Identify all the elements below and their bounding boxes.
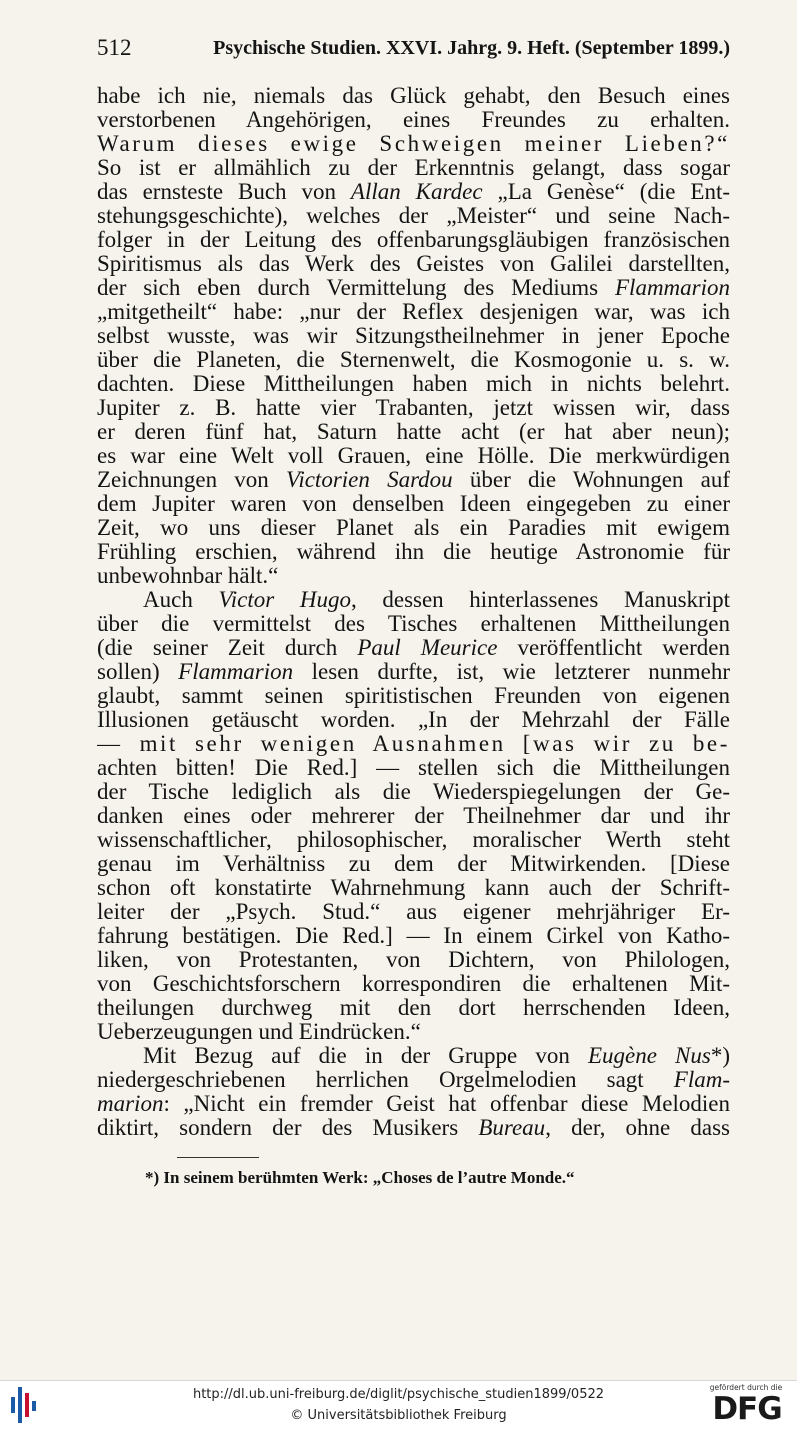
text-line: wissenschaftlicher, philosophischer, moralischer Werth steht [97,828,730,852]
text-line: achten bitten! Die Red.] — stellen sich die Mittheilungen [97,756,730,780]
text-line: Illusionen getäuscht worden. „In der Mehrzahl der Fälle [97,708,730,732]
dfg-logo: DFG [712,1391,782,1427]
text-line: niedergeschriebenen herrlichen Orgelmelodien sagt Flam- [97,1068,730,1092]
italic-name: Victor Hugo [218,588,351,612]
text-line: Jupiter z. B. hatte vier Trabanten, jetzt wissen wir, dass [97,396,730,420]
text-line: Zeit, wo uns dieser Planet als ein Paradies mit ewigem [97,516,730,540]
text-line: stehungsgeschichte), welches der „Meister“ und seine Nach- [97,204,730,228]
text-line: habe ich nie, niemals das Glück gehabt, den Besuch eines [97,84,730,108]
running-title: Psychische Studien. XXVI. Jahrg. 9. Heft. (September 1899.) [213,37,730,59]
text-line: genau im Verhältniss zu dem der Mitwirkenden. [Diese [97,852,730,876]
footnote: *) In seinem berühmten Werk: „Choses de l’autre Monde.“ [145,1168,575,1187]
text-line: dachten. Diese Mittheilungen haben mich in nichts belehrt. [97,372,730,396]
italic-name: Flam- [673,1068,730,1092]
italic-name: marion [97,1092,164,1116]
text-line: „mitgetheilt“ habe: „nur der Reflex desjenigen war, was ich [97,300,730,324]
text-line: über die Planeten, die Sternenwelt, die Kosmogonie u. s. w. [97,348,730,372]
text-line: fahrung bestätigen. Die Red.] — In einem Cirkel von Katho- [97,924,730,948]
footnote-rule [177,1157,259,1158]
text-line: — mit sehr wenigen Ausnahmen [was wir zu be- [97,732,730,756]
copyright-notice: © Universitätsbibliothek Freiburg [290,1408,507,1423]
text-line: Mit Bezug auf die in der Gruppe von Eugène Nus*) [143,1044,730,1068]
text-line: Zeichnungen von Victorien Sardou über die Wohnungen auf [97,468,730,492]
text-line: es war eine Welt voll Grauen, eine Hölle. Die merkwürdigen [97,444,730,468]
text-line: über die vermittelst des Tisches erhaltenen Mittheilungen [97,612,730,636]
italic-name: Paul Meurice [357,636,498,660]
text-line: selbst wusste, was wir Sitzungstheilnehmer in jener Epoche [97,324,730,348]
italic-name: Victorien Sardou [285,468,453,492]
text-line: glaubt, sammt seinen spiritistischen Freunden von eigenen [97,684,730,708]
text-line: Spiritismus als das Werk des Geistes von Galilei darstellten, [97,252,730,276]
text-line: marion: „Nicht ein fremder Geist hat offenbar diese Melodien [97,1092,730,1116]
italic-name: Flammarion [178,660,294,684]
permalink-link[interactable]: http://dl.ub.uni-freiburg.de/diglit/psychische_studien1899/0522 [192,1387,605,1402]
page-number: 512 [97,35,132,60]
text-line: der sich eben durch Vermittelung des Mediums Flammarion [97,276,730,300]
sponsor-caption: gefördert durch die [709,1383,783,1392]
text-line: theilungen durchweg mit den dort herrschenden Ideen, [97,996,730,1020]
text-line: der Tische lediglich als die Wiederspiegelungen der Ge- [97,780,730,804]
text-line: das ernsteste Buch von Allan Kardec „La Genèse“ (die Ent- [97,180,730,204]
text-line: danken eines oder mehrerer der Theilnehmer dar und ihr [97,804,730,828]
text-line: dem Jupiter waren von denselben Ideen eingegeben zu einer [97,492,730,516]
text-line: Ueberzeugungen und Eindrücken.“ [97,1020,421,1044]
text-line: liken, von Protestanten, von Dichtern, von Philologen, [97,948,730,972]
university-library-logo-icon [8,1383,44,1427]
text-line: verstorbenen Angehörigen, eines Freundes zu erhalten. [97,108,730,132]
text-line: Warum dieses ewige Schweigen meiner Lieben?“ [97,132,730,156]
text-line: Frühling erschien, während ihn die heutige Astronomie für [97,540,730,564]
text-line: sollen) Flammarion lesen durfte, ist, wie letzterer nunmehr [97,660,730,684]
text-line: So ist er allmählich zu der Erkenntnis gelangt, dass sogar [97,156,730,180]
italic-name: Bureau [478,1116,546,1140]
text-line: (die seiner Zeit durch Paul Meurice veröffentlicht werden [97,636,730,660]
italic-name: Allan Kardec [350,180,483,204]
body-text [97,84,730,1140]
text-line: er deren fünf hat, Saturn hatte acht (er hat aber neun); [97,420,730,444]
italic-name: Flammarion [615,276,730,300]
text-line: folger in der Leitung des offenbarungsgläubigen französischen [97,228,730,252]
text-line: unbewohnbar hält.“ [97,564,279,588]
italic-name: Eugène Nus [587,1044,711,1068]
text-line: schon oft konstatirte Wahrnehmung kann auch der Schrift- [97,876,730,900]
text-line: leiter der „Psych. Stud.“ aus eigener mehrjähriger Er- [97,900,730,924]
text-line: Auch Victor Hugo, dessen hinterlassenes Manuskript [143,588,730,612]
running-head [97,34,730,62]
text-line: diktirt, sondern der des Musikers Bureau, der, ohne dass [97,1116,730,1140]
text-line: von Geschichtsforschern korrespondiren die erhaltenen Mit- [97,972,730,996]
